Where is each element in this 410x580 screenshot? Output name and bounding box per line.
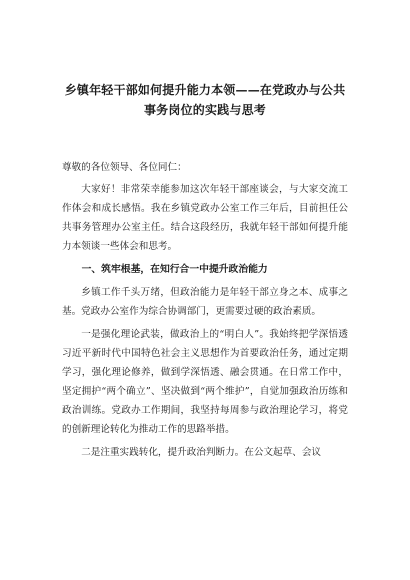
body-paragraph: 乡镇工作千头万绪，但政治能力是年轻干部立身之本、成事之基。党政办公室作为综合协调部门，更需要过硬的政治素质。 bbox=[62, 287, 348, 317]
section-heading: 一、筑牢根基，在知行合一中提升政治能力 bbox=[81, 264, 268, 275]
document-title: 乡镇年轻干部如何提升能力本领——在党政办与公共事务岗位的实践与思考 bbox=[64, 83, 346, 117]
intro-paragraph: 大家好！非常荣幸能参加这次年轻干部座谈会，与大家交流工作体会和成长感悟。我在乡镇党政办公室工作三年后，目前担任公共事务管理办公室主任。结合这段经历，我就年轻干部如何提升能力本领谈一些体会和思考。 bbox=[62, 184, 348, 252]
body-paragraph: 二是注重实践转化，提升政治判断力。在公文起草、会议 bbox=[81, 447, 322, 458]
body-paragraph: 一是强化理论武装，做政治上的“明白人”。我始终把学深悟透习近平新时代中国特色社会主义思想作为首要政治任务，通过定期学习，强化理论修养，做到学深悟透、融会贯通。在日常工作中，坚定拥护“两个确立”、坚决做到“两个维护”，自觉加强政治历练和政治训练。党政办工作期间，我坚持每周参与政治理论学习，将党的创新理论转化为推动工作的思路举措。 bbox=[62, 329, 348, 435]
salutation: 尊敬的各位领导、各位同仁： bbox=[62, 162, 187, 173]
